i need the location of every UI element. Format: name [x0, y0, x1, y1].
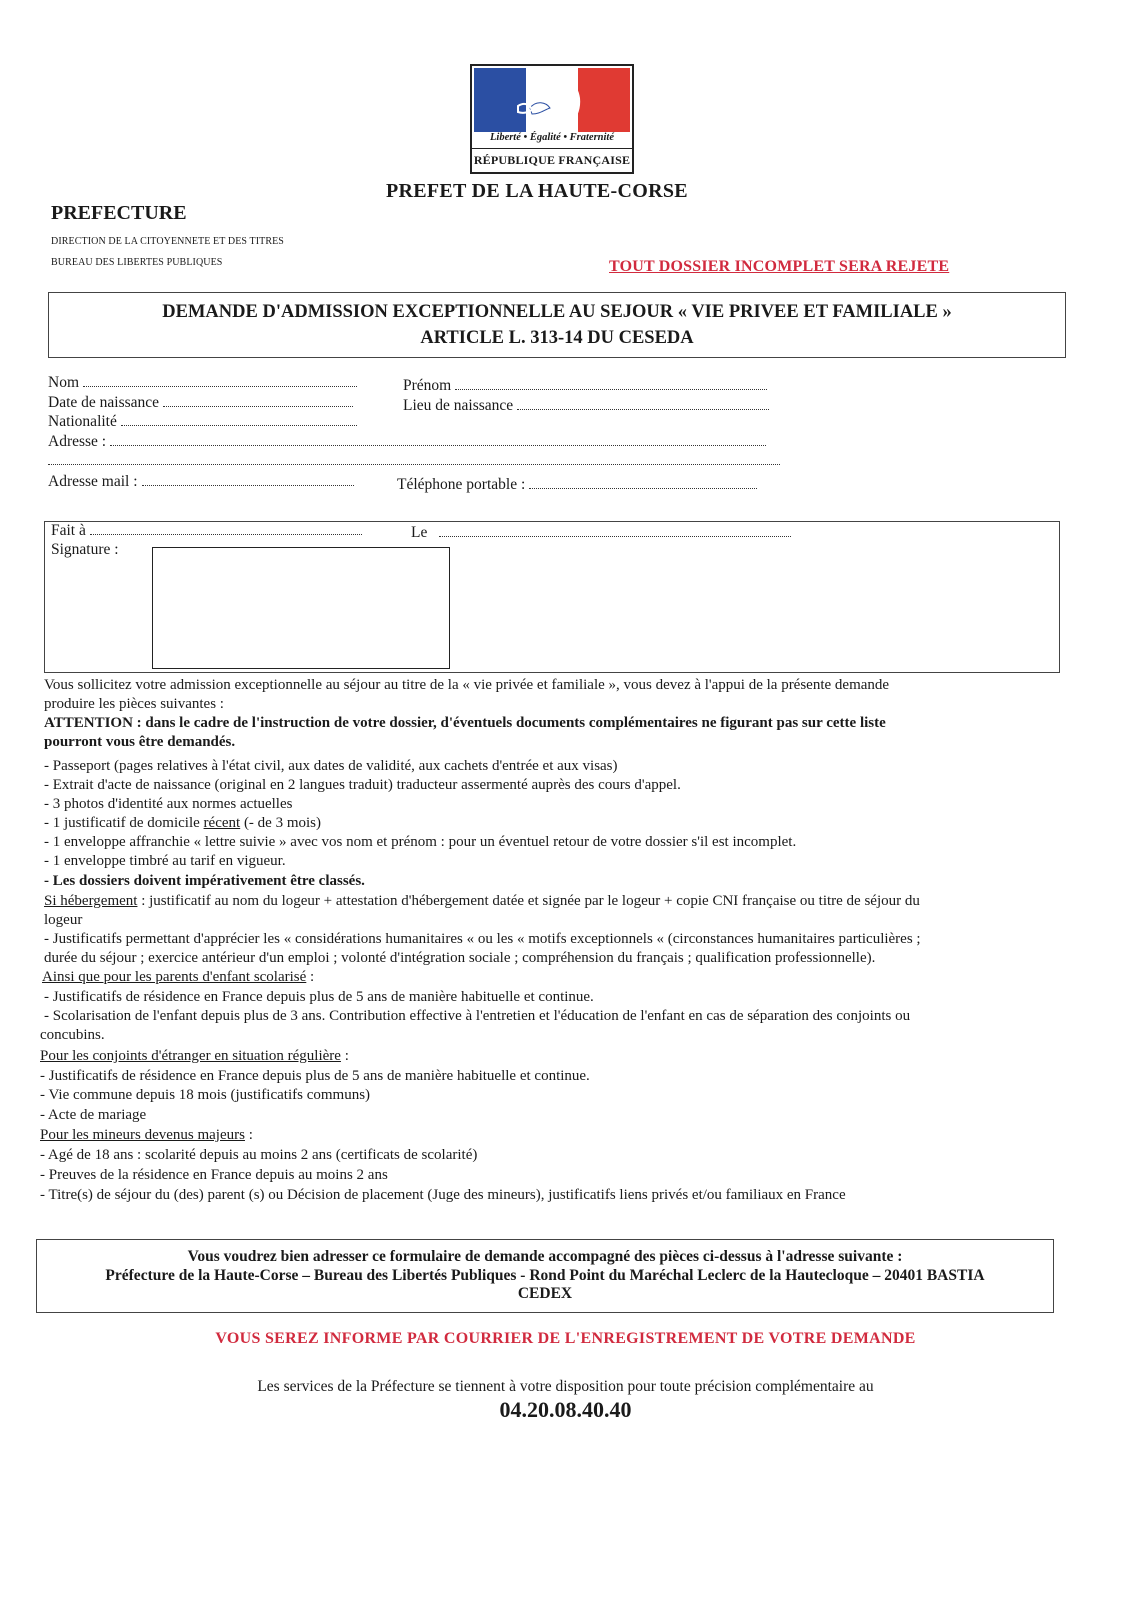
humanitaire-line2: durée du séjour ; exercice antérieur d'un emploi ; volonté d'intégration sociale ; compréhension du français ; qualification professionnelle).: [44, 950, 876, 966]
attention-line2: pourront vous être demandés.: [44, 734, 236, 750]
intro-line1: Vous sollicitez votre admission exceptionnelle au séjour au titre de la « vie privée et familiale », vous devez à l'appui de la présente demande: [44, 677, 890, 693]
bureau-label: BUREAU DES LIBERTES PUBLIQUES: [51, 257, 223, 268]
field-nom-label: Nom: [48, 374, 79, 391]
field-adresse[interactable]: [48, 433, 766, 451]
mineurs-heading: Pour les mineurs devenus majeurs: [40, 1127, 245, 1143]
field-nationalite[interactable]: [48, 413, 357, 431]
address-line: Préfecture de la Haute-Corse – Bureau des Libertés Publiques - Rond Point du Maréchal Leclerc de la Hautecloque – 20401 BASTIA: [105, 1266, 985, 1284]
doc-item: - 3 photos d'identité aux normes actuelles: [44, 796, 293, 812]
intro-line2: produire les pièces suivantes :: [44, 696, 224, 712]
doc-item: - 1 enveloppe affranchie « lettre suivie » avec vos nom et prénom : pour un éventuel retour de votre dossier s'il est incomplet.: [44, 834, 797, 850]
mineurs-colon: :: [244, 1127, 253, 1143]
field-prenom[interactable]: [403, 377, 767, 395]
hebergement-text: : justificatif au nom du logeur + attestation d'hébergement datée et signée par le logeur + copie CNI française ou titre de séjour du: [137, 893, 920, 909]
logo-country: RÉPUBLIQUE FRANÇAISE: [472, 148, 632, 171]
conjoints-item: - Justificatifs de résidence en France depuis plus de 5 ans de manière habituelle et continue.: [40, 1068, 590, 1084]
direction-label: DIRECTION DE LA CITOYENNETE ET DES TITRES: [51, 236, 284, 247]
field-le-line[interactable]: [439, 524, 791, 537]
field-nationalite-label: Nationalité: [48, 413, 117, 430]
field-le-label: Le: [411, 524, 428, 541]
parents-heading-line: [42, 968, 314, 987]
mineurs-heading-line: [40, 1126, 253, 1145]
prefet-heading: PREFET DE LA HAUTE-CORSE: [386, 180, 688, 202]
doc-item: - Passeport (pages relatives à l'état civil, aux dates de validité, aux cachets d'entrée et aux visas): [44, 758, 618, 774]
doc-domicile-prefix: - 1 justificatif de domicile: [44, 815, 204, 831]
parents-colon: :: [306, 969, 315, 985]
field-lieu-naissance-label: Lieu de naissance: [403, 397, 514, 414]
logo-motto: Liberté • Égalité • Fraternité: [489, 132, 614, 143]
mineurs-item: - Titre(s) de séjour du (des) parent (s) ou Décision de placement (Juge des mineurs), justificatifs liens privés et/ou familiaux en France: [40, 1187, 846, 1203]
conjoints-heading: Pour les conjoints d'étranger en situation régulière: [40, 1048, 341, 1064]
attention-line1: ATTENTION : dans le cadre de l'instruction de votre dossier, d'éventuels documents complémentaires ne figurant pas sur cette liste: [44, 715, 886, 731]
phone-number: 04.20.08.40.40: [499, 1397, 632, 1422]
incomplete-warning: TOUT DOSSIER INCOMPLET SERA REJETE: [609, 258, 950, 275]
field-fait-a-line[interactable]: [90, 522, 362, 535]
conjoints-heading-line: [40, 1047, 349, 1066]
field-adresse-line2-dots[interactable]: [48, 452, 780, 465]
inform-notice: VOUS SEREZ INFORME PAR COURRIER DE L'ENREGISTREMENT DE VOTRE DEMANDE: [215, 1330, 916, 1347]
mineurs-item: - Agé de 18 ans : scolarité depuis au moins 2 ans (certificats de scolarité): [40, 1147, 478, 1163]
doc-domicile-recent: récent: [203, 815, 241, 831]
field-telephone-label: Téléphone portable :: [397, 476, 526, 493]
conjoints-item: - Vie commune depuis 18 mois (justificatifs communs): [40, 1087, 371, 1103]
address-intro: Vous voudrez bien adresser ce formulaire de demande accompagné des pièces ci-dessus à l'adresse suivante :: [187, 1248, 903, 1265]
field-lieu-naissance-line[interactable]: [517, 397, 769, 410]
field-telephone-line[interactable]: [529, 476, 757, 489]
field-date-naissance[interactable]: [48, 394, 353, 412]
marianne-logo: [470, 64, 634, 174]
field-telephone[interactable]: [397, 476, 757, 494]
parents-item: - Justificatifs de résidence en France depuis plus de 5 ans de manière habituelle et continue.: [44, 989, 594, 1005]
field-nom-line[interactable]: [83, 374, 357, 387]
field-adresse-label: Adresse :: [48, 433, 107, 450]
field-prenom-line[interactable]: [455, 377, 767, 390]
doc-domicile-suffix: (- de 3 mois): [240, 815, 322, 831]
field-adresse-mail[interactable]: [48, 473, 354, 491]
mineurs-item: - Preuves de la résidence en France depuis au moins 2 ans: [40, 1167, 388, 1183]
field-date-naissance-label: Date de naissance: [48, 394, 160, 411]
doc-item: - 1 enveloppe timbré au tarif en vigueur.: [44, 853, 286, 869]
signature-label: Signature :: [51, 541, 119, 558]
prefecture-heading: PREFECTURE: [51, 202, 187, 224]
address-box: [36, 1239, 1054, 1313]
doc-item-domicile: [44, 814, 321, 833]
services-note: Les services de la Préfecture se tiennent à votre disposition pour toute précision complémentaire au: [257, 1378, 874, 1395]
doc-item: - Extrait d'acte de naissance (original en 2 langues traduit) traducteur assermenté auprès des cours d'appel.: [44, 777, 681, 793]
field-lieu-naissance[interactable]: [403, 397, 769, 415]
field-adresse-line[interactable]: [110, 433, 766, 446]
field-fait-a[interactable]: [51, 522, 362, 540]
field-fait-a-label: Fait à: [51, 522, 86, 539]
classes-note: - Les dossiers doivent impérativement être classés.: [44, 873, 365, 889]
field-adresse-line2[interactable]: [48, 452, 780, 470]
parents-item: concubins.: [40, 1027, 105, 1043]
field-le[interactable]: [411, 524, 791, 542]
hebergement-label: Si hébergement: [44, 893, 138, 909]
field-adresse-mail-label: Adresse mail :: [48, 473, 138, 490]
humanitaire-line1: - Justificatifs permettant d'apprécier les « considérations humanitaires « ou les « motifs exceptionnels « (circonstances humanitaires particulières ;: [44, 931, 921, 947]
signature-area[interactable]: [152, 547, 450, 669]
parents-heading: Ainsi que pour les parents d'enfant scolarisé: [42, 969, 307, 985]
hebergement-line1: [44, 892, 920, 911]
field-prenom-label: Prénom: [403, 377, 452, 394]
form-title-box: [48, 292, 1066, 358]
form-article: ARTICLE L. 313-14 DU CESEDA: [420, 328, 694, 348]
conjoints-item: - Acte de mariage: [40, 1107, 147, 1123]
field-date-naissance-line[interactable]: [163, 394, 353, 407]
address-cedex: CEDEX: [517, 1285, 573, 1302]
field-adresse-mail-line[interactable]: [142, 473, 354, 486]
field-nom[interactable]: [48, 374, 357, 392]
french-flag-icon: [474, 68, 630, 132]
form-title: DEMANDE D'ADMISSION EXCEPTIONNELLE AU SEJOUR « VIE PRIVEE ET FAMILIALE »: [162, 302, 952, 322]
conjoints-colon: :: [340, 1048, 349, 1064]
hebergement-line2: logeur: [44, 912, 83, 928]
field-nationalite-line[interactable]: [121, 413, 357, 426]
parents-item: - Scolarisation de l'enfant depuis plus de 3 ans. Contribution effective à l'entretien et l'éducation de l'enfant en cas de séparation des conjoints ou: [44, 1008, 911, 1024]
